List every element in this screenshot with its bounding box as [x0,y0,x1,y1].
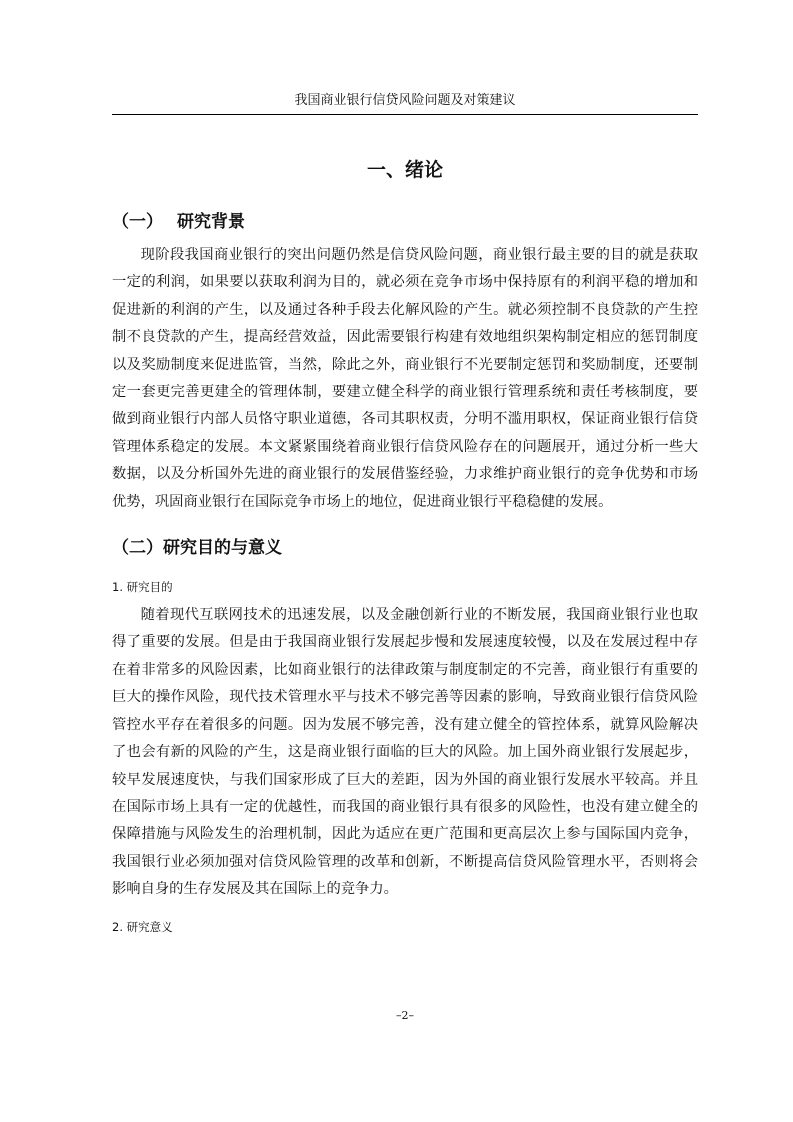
subsection-heading-purpose: 1. 研究目的 [112,580,173,595]
section-title-text: 研究背景 [177,212,245,232]
header-divider [112,114,698,115]
subsection-heading-significance: 2. 研究意义 [112,919,173,934]
page-number: –2– [396,1009,414,1022]
chapter-title: 一、绪论 [366,159,443,181]
background-paragraph: 现阶段我国商业银行的突出问题仍然是信贷风险问题，商业银行最主要的目的就是获取一定的利润，如果要以获取利润为目的，就必须在竞争市场中保持原有的利润平稳的增加和促进新的利润的产生，以及通过各种手段去化解风险的产生。就必须控制不良贷款的产生控制不良贷款的产生，提高经营效益，因此需要银行构建有效地组织架构制定相应的惩罚制度以及奖励制度来促进监管，当然，除此之外，商业银行不光要制定惩罚和奖励制度，还要制定一套更完善更建全的管理体制，要建立健全科学的商业银行管理系统和责任考核制度，要做到商业银行内部人员恪守职业道德，各司其职权责，分明不滥用职权，保证商业银行信贷管理体系稳定的发展。本文紧紧围绕着商业银行信贷风险存在的问题展开，通过分析一些大数据，以及分析国外先进的商业银行的发展借鉴经验，力求维护商业银行的竞争优势和市场优势，巩固商业银行在国际竞争市场上的地位，促进商业银行平稳稳健的发展。 [112,247,698,510]
page-body [112,150,698,942]
section-heading-purpose [112,532,698,564]
section-title-text: 研究目的与意义 [163,538,282,559]
section-heading-background [112,206,698,238]
running-header: 我国商业银行信贷风险问题及对策建议 [294,93,516,108]
purpose-paragraph: 随着现代互联网技术的迅速发展，以及金融创新行业的不断发展，我国商业银行业也取得了重要的发展。但是由于我国商业银行发展起步慢和发展速度较慢，以及在发展过程中存在着非常多的风险因素，比如商业银行的法律政策与制度制定的不完善，商业银行有重要的巨大的操作风险，现代技术管理水平与技术不够完善等因素的影响，导致商业银行信贷风险管控水平存在着很多的问题。因为发展不够完善，没有建立健全的管控体系，就算风险解决了也会有新的风险的产生，这是商业银行面临的巨大的风险。加上国外商业银行发展起步，较早发展速度快，与我们国家形成了巨大的差距，因为外国的商业银行发展水平较高。并且在国际市场上具有一定的优越性，而我国的商业银行具有很多的风险性，也没有建立健全的保障措施与风险发生的治理机制，因此为适应在更广范围和更高层次上参与国际国内竞争，我国银行业必须加强对信贷风险管理的改革和创新，不断提高信贷风险管理水平，否则将会影响自身的生存发展及其在国际上的竞争力。 [112,607,698,898]
section-number: （二） [112,538,163,559]
section-number: （一） [112,212,163,232]
